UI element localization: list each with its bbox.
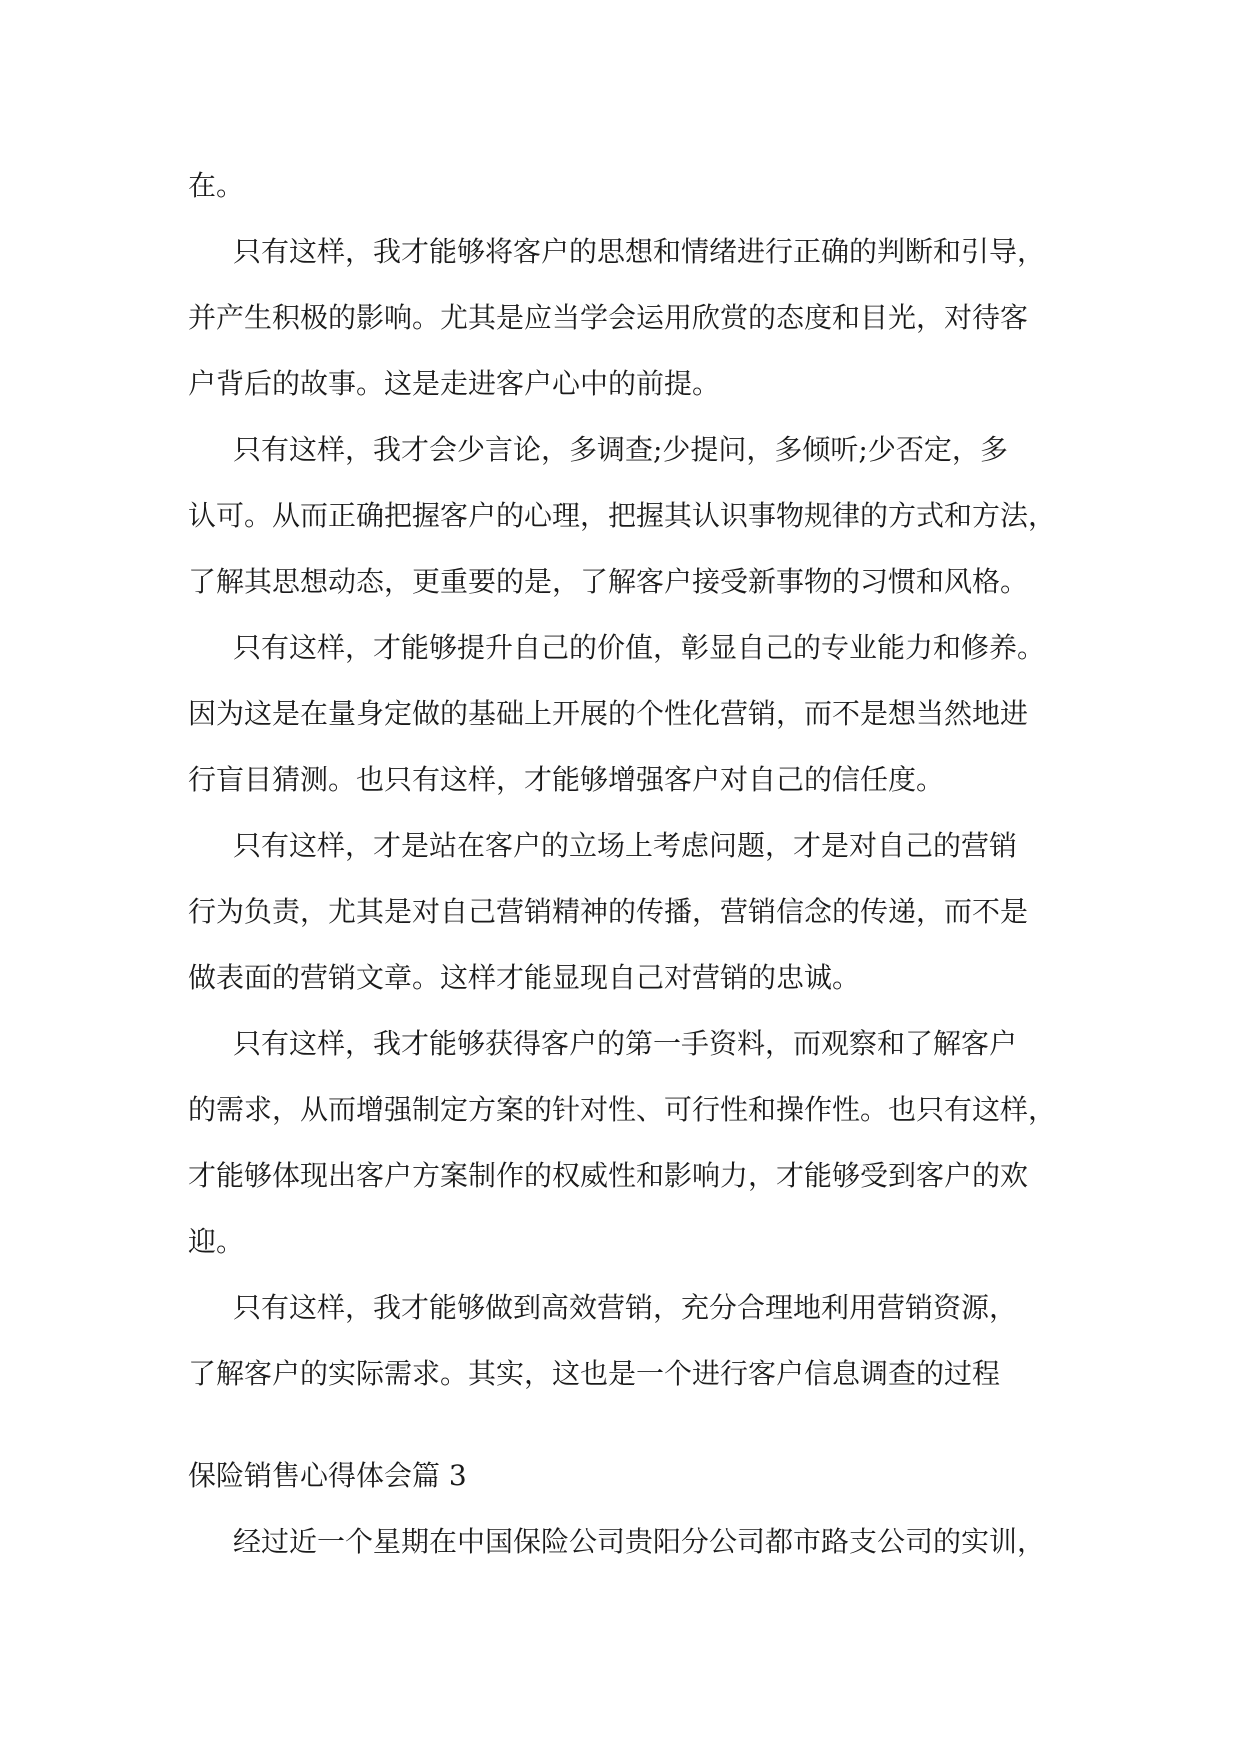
section-gap — [188, 1407, 1068, 1443]
text-line: 的需求，从而增强制定方案的针对性、可行性和操作性。也只有这样， — [188, 1093, 1057, 1126]
text-line: 做表面的营销文章。这样才能显现自己对营销的忠诚。 — [188, 961, 861, 994]
text-line: 认可。从而正确把握客户的心理，把握其认识事物规律的方式和方法， — [188, 499, 1057, 532]
text-line: 只有这样，我才能够获得客户的第一手资料，而观察和了解客户 — [233, 1027, 1018, 1060]
text-line: 迎。 — [188, 1225, 245, 1258]
document-body — [188, 153, 1068, 1575]
text-line: 了解其思想动态，更重要的是，了解客户接受新事物的习惯和风格。 — [188, 565, 1029, 598]
text-line: 了解客户的实际需求。其实，这也是一个进行客户信息调查的过程 — [188, 1357, 1001, 1390]
text-line: 户背后的故事。这是走进客户心中的前提。 — [188, 367, 721, 400]
text-line: 只有这样，才能够提升自己的价值，彰显自己的专业能力和修养。 — [233, 631, 1046, 664]
text-line: 只有这样，我才能够做到高效营销，充分合理地利用营销资源， — [233, 1291, 1018, 1324]
text-line: 只有这样，我才会少言论，多调查;少提问，多倾听;少否定，多 — [233, 433, 1008, 466]
text-line: 行为负责，尤其是对自己营销精神的传播，营销信念的传递，而不是 — [188, 895, 1029, 928]
text-line: 行盲目猜测。也只有这样，才能够增强客户对自己的信任度。 — [188, 763, 945, 796]
text-line: 经过近一个星期在中国保险公司贵阳分公司都市路支公司的实训， — [233, 1525, 1046, 1558]
text-line: 因为这是在量身定做的基础上开展的个性化营销，而不是想当然地进 — [188, 697, 1029, 730]
text-line: 并产生积极的影响。尤其是应当学会运用欣赏的态度和目光，对待客 — [188, 301, 1029, 334]
section-heading: 保险销售心得体会篇 3 — [188, 1459, 467, 1492]
text-line: 只有这样，我才能够将客户的思想和情绪进行正确的判断和引导， — [233, 235, 1046, 268]
text-line: 在。 — [188, 169, 245, 202]
text-line: 只有这样，才是站在客户的立场上考虑问题，才是对自己的营销 — [233, 829, 1018, 862]
text-line: 才能够体现出客户方案制作的权威性和影响力，才能够受到客户的欢 — [188, 1159, 1029, 1192]
